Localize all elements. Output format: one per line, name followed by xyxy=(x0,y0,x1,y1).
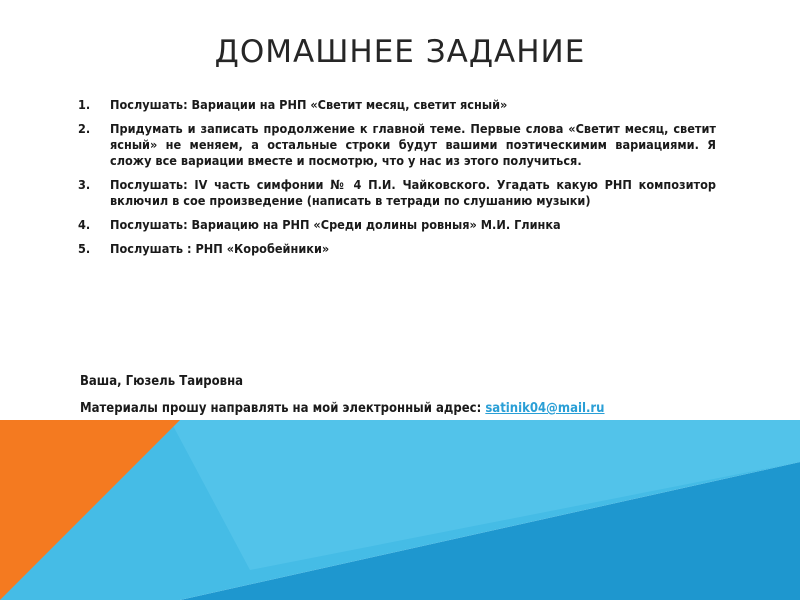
item-text: Послушать: Вариацию на РНП «Среди долины ровныя» М.И. Глинка xyxy=(110,217,561,232)
item-number: 1. xyxy=(78,97,91,112)
item-number: 2. xyxy=(78,121,91,136)
contact-text: Материалы прошу направлять на мой электронный адрес: xyxy=(80,401,486,416)
contact-line xyxy=(80,401,780,417)
item-number: 5. xyxy=(78,241,91,256)
blue-shape xyxy=(0,420,800,600)
orange-shape xyxy=(0,420,180,600)
dark-blue-shape xyxy=(180,462,800,600)
homework-list xyxy=(78,97,716,265)
item-number: 3. xyxy=(78,177,91,192)
light-blue-shape xyxy=(170,420,800,570)
list-item xyxy=(78,217,716,233)
item-text: Послушать: IV часть симфонии № 4 П.И. Чайковского. Угадать какую РНП композитор включил в сое произведение (написать в тетради по слушанию музыки) xyxy=(110,177,716,208)
item-number: 4. xyxy=(78,217,91,232)
item-text: Послушать: Вариации на РНП «Светит месяц, светит ясный» xyxy=(110,97,508,112)
list-item xyxy=(78,97,716,113)
page-title: ДОМАШНЕЕ ЗАДАНИЕ xyxy=(214,34,586,70)
list-item xyxy=(78,241,716,257)
list-item xyxy=(78,121,716,169)
item-text: Послушать : РНП «Коробейники» xyxy=(110,241,330,256)
email-link[interactable]: satinik04@mail.ru xyxy=(485,401,605,416)
signature: Ваша, Гюзель Таировна xyxy=(80,374,244,389)
list-item xyxy=(78,177,716,209)
item-text: Придумать и записать продолжение к главной теме. Первые слова «Светит месяц, светит ясный» не меняем, а остальные строки будут вашими поэтическимим вариациями. Я сложу все вариации вместе и посмотрю, что у нас из этого получиться. xyxy=(110,121,716,168)
